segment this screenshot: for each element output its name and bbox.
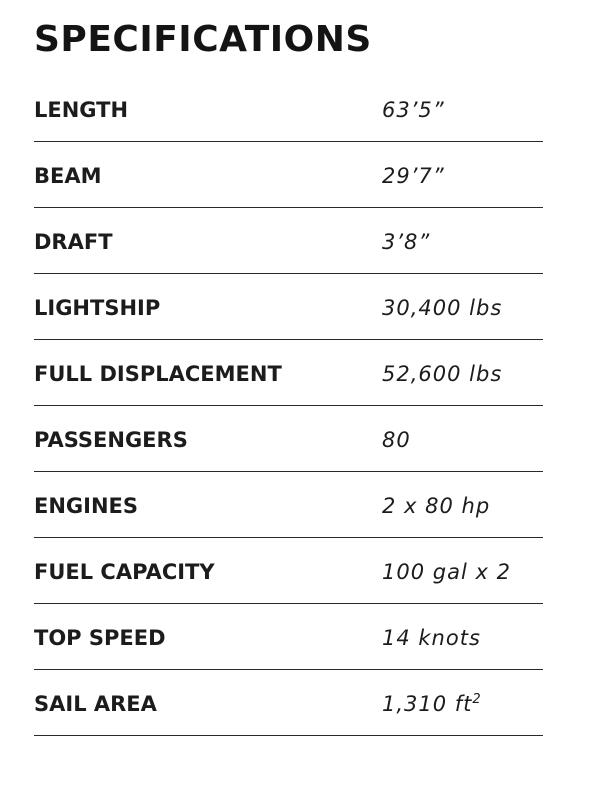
spec-value: 29’7”: [382, 164, 445, 188]
spec-row-top-speed: [34, 604, 543, 670]
spec-value: [382, 690, 481, 718]
spec-label: DRAFT: [34, 230, 113, 254]
spec-label: PASSENGERS: [34, 428, 188, 452]
spec-row-sail-area: [34, 670, 543, 736]
spec-label: TOP SPEED: [34, 626, 166, 650]
spec-row-fuel-capacity: [34, 538, 543, 604]
spec-row-passengers: [34, 406, 543, 472]
spec-label: LIGHTSHIP: [34, 296, 161, 320]
specifications-table: [34, 76, 543, 736]
spec-row-engines: [34, 472, 543, 538]
spec-row-draft: [34, 208, 543, 274]
unit-superscript: 2: [472, 692, 481, 707]
spec-value: 100 gal x 2: [382, 560, 511, 584]
spec-label: LENGTH: [34, 98, 129, 122]
spec-value: 30,400 lbs: [382, 296, 503, 320]
spec-value: 3’8”: [382, 230, 431, 254]
page-title: SPECIFICATIONS: [34, 19, 372, 60]
spec-label: ENGINES: [34, 494, 139, 518]
spec-value: 63’5”: [382, 98, 445, 122]
spec-label: BEAM: [34, 164, 102, 188]
spec-row-length: [34, 76, 543, 142]
spec-label: SAIL AREA: [34, 692, 157, 716]
spec-label: FULL DISPLACEMENT: [34, 362, 282, 386]
spec-value: 52,600 lbs: [382, 362, 503, 386]
spec-label: FUEL CAPACITY: [34, 560, 215, 584]
spec-value-text: 1,310 ft: [382, 692, 473, 716]
spec-value: 80: [382, 428, 411, 452]
spec-row-beam: [34, 142, 543, 208]
spec-value: 2 x 80 hp: [382, 494, 491, 518]
spec-row-lightship: [34, 274, 543, 340]
spec-row-full-displacement: [34, 340, 543, 406]
spec-value: 14 knots: [382, 626, 481, 650]
